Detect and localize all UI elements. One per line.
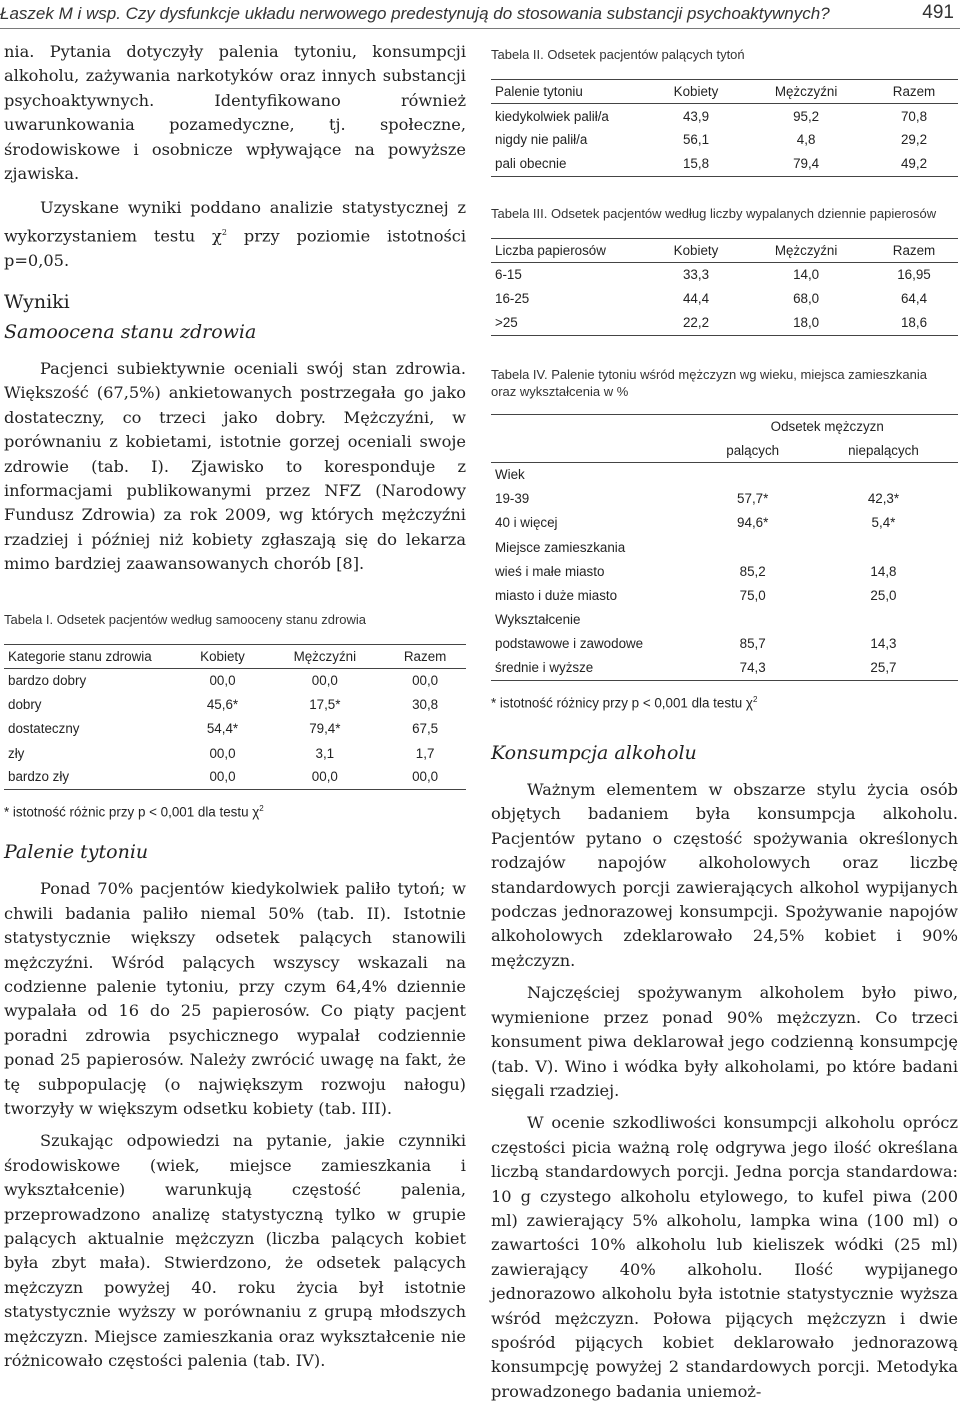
table-3-row (491, 262, 958, 286)
table-cell: kiedykolwiek palił/a (495, 108, 609, 124)
paragraph-statistics: Uzyskane wyniki poddano analizie statystycznej z wykorzystaniem testu $\chi^2$ przy poziomie istotności p=0,05. (4, 198, 466, 270)
table-cell: 75,0 (739, 587, 766, 603)
table-cell: podstawowe i zawodowe (495, 636, 644, 652)
table-4-header-row (491, 438, 958, 462)
table-cell: 74,3 (739, 660, 766, 676)
table-cell: 67,5 (412, 721, 439, 737)
table-cell: 29,2 (900, 132, 928, 148)
table-2-col-header: Kobiety (673, 84, 719, 100)
table-4-section-label: Wiek (495, 467, 525, 483)
table-4-row (491, 656, 958, 680)
table-3-row (491, 287, 958, 311)
table-cell: 1,7 (415, 745, 435, 761)
table-cell: miasto i duże miasto (495, 587, 618, 603)
table-4-section-label: Wykształcenie (495, 612, 581, 628)
table-cell: wieś i małe miasto (495, 563, 605, 579)
table-3-col-header: Kobiety (673, 242, 719, 258)
table-1-caption: Tabela I. Odsetek pacjentów według samooceny stanu zdrowia (4, 611, 367, 627)
table-4-caption: Tabela IV. Palenie tytoniu wśród mężczyzn wg wieku, miejsca zamieszkania oraz wykształcenia w % (491, 366, 927, 399)
table-2-caption: Tabela II. Odsetek pacjentów palących tytoń (491, 47, 745, 62)
table-cell: 25,7 (870, 660, 897, 676)
table-1-col-header: Kobiety (200, 648, 245, 664)
table-cell: 64,4 (900, 291, 928, 307)
page-number: 491 (922, 2, 954, 23)
table-4-group-header-row (491, 414, 958, 438)
table-cell: dostateczny (8, 721, 80, 737)
section-title-results: Wyniki (4, 291, 70, 314)
table-2 (491, 46, 958, 177)
table-1-note: * istotność różnic przy p < 0,001 dla testu $\chi^2$ (4, 803, 264, 820)
table-cell: 85,2 (739, 563, 766, 579)
table-4-section-row (491, 535, 958, 559)
table-4-col-header-nonsmoking: niepalących (848, 442, 919, 458)
table-4-row (491, 487, 958, 511)
table-cell: dobry (8, 697, 42, 713)
table-cell: 68,0 (793, 291, 820, 307)
table-1-col-header: Razem (403, 648, 447, 664)
table-1-grid (4, 644, 466, 790)
table-2-row (491, 104, 958, 128)
table-cell: 22,2 (682, 315, 710, 331)
table-cell: 43,9 (682, 108, 710, 124)
table-1-row (4, 693, 466, 717)
paragraph-smoking: Ponad 70% pacjentów kiedykolwiek paliło tytoń; w chwili badania paliło niemal 50% (tab. II). Istotnie statystycznie większy odsetek palących stanowili mężczyźni. Wśród palących wszyscy wskazali na codzienne palenie tytoniu, przy czym 64,4% dziennie wypalała od 16 do 25 papierosów. Co piąty pacjent poradni zdrowia psychicznego wypalał codziennie ponad 25 papierosów. Należy zwrócić uwagę na fakt, że tę subpopulację (o największym rozwoju nałogu) tworzyły w większym odsetku kobiety (tab. III). (4, 879, 466, 1118)
table-cell: 57,7* (737, 491, 769, 507)
table-2-col-header: Razem (892, 84, 936, 100)
table-3 (491, 205, 958, 336)
table-cell: 4,8 (796, 132, 816, 148)
table-cell: 42,3* (867, 491, 900, 507)
table-4-note: * istotność różnicy przy p < 0,001 dla testu $\chi^2$ (491, 694, 758, 711)
table-cell: 15,8 (682, 156, 710, 172)
table-4-row (491, 632, 958, 656)
table-cell: 79,4* (309, 721, 341, 737)
paragraph-alcohol: Ważnym elementem w obszarze stylu życia osób objętych badaniem była konsumpcja alkoholu. Pacjentów pytano o częstość spożywania określonych rodzajów napojów alkoholowych oraz liczbę standardowych porcji zawierających alkohol wypijanych podczas jednorazowej konsumpcji. Spożywanie napojów alkoholowych zdeklarowało 24,5% kobiet i 90% mężczyzn. (491, 780, 958, 970)
table-2-col-header: Mężczyźni (774, 84, 838, 100)
table-4-section-row (491, 462, 958, 486)
left-column (4, 40, 466, 1373)
table-cell: 79,4 (793, 156, 820, 172)
table-cell: 3,1 (315, 745, 335, 761)
table-1-row (4, 668, 466, 692)
table-cell: 14,0 (793, 267, 820, 283)
table-4-row (491, 583, 958, 607)
table-2-row (491, 152, 958, 176)
paragraph-alcohol-types: Najczęściej spożywanym alkoholem było piwo, wymienione przez ponad 90% mężczyzn. Co trzeci konsument piwa deklarował jego codzienną konsumpcję (tab. V). Wino i wódka były alkoholami, po które badani sięgali rzadziej. (491, 983, 958, 1100)
table-4-row (491, 511, 958, 535)
table-cell: pali obecnie (495, 156, 567, 172)
table-2-row (491, 128, 958, 152)
table-2-header-row (491, 80, 958, 104)
table-3-header-row (491, 238, 958, 262)
table-4-row (491, 559, 958, 583)
table-cell: 94,6* (737, 515, 769, 531)
table-4-col-header-smoking: palących (726, 442, 780, 458)
table-cell: 45,6* (206, 697, 239, 713)
table-3-grid (491, 238, 958, 336)
table-cell: 00,0 (209, 769, 236, 785)
table-cell: zły (8, 745, 25, 761)
table-2-col-header: Palenie tytoniu (495, 84, 583, 100)
paragraph-methods-cont: nia. Pytania dotyczyły palenia tytoniu, konsumpcji alkoholu, zażywania narkotyków oraz innych substancji psychoaktywnych. Identyfikowano również uwarunkowania pozamedyczne, tj. społeczne, środowiskowe i osobnicze wpływające na powyższe zjawiska. (4, 42, 466, 184)
table-cell: 18,6 (900, 315, 928, 331)
table-cell: 56,1 (682, 132, 710, 148)
table-cell: 00,0 (311, 673, 338, 689)
table-cell: 70,8 (900, 108, 928, 124)
table-1-row (4, 717, 466, 741)
subsection-title-health: Samoocena stanu zdrowia (4, 321, 257, 344)
header-rule (0, 28, 960, 29)
table-3-col-header: Mężczyźni (774, 242, 838, 258)
paragraph-alcohol-harm: W ocenie szkodliwości konsumpcji alkoholu oprócz częstości picia ważną rolę odgrywa jego ilość określana liczbą standardowych porcji. Jedna porcja standardowa: 10 g czystego alkoholu etylowego, to kufel piwa (200 ml) zawierający 5% alkoholu, lampka wina (100 ml) o zawartości 10% alkoholu lub kieliszek wódki (25 ml) zawierający 40% alkoholu. Ilość wypijanego jednorazowo alkoholu była istotnie statystycznie wyższa wśród mężczyzn. Połowa pijących mężczyzn i dwie spośród pijących kobiet deklarowało jednorazową konsumpcję powyżej 2 standardowych porcji. Metodyka prowadzonego badania uniemoż- (491, 1113, 958, 1401)
table-cell: 33,3 (682, 267, 710, 283)
table-1-col-header: Kategorie stanu zdrowia (8, 648, 152, 664)
table-cell: 18,0 (793, 315, 820, 331)
table-cell: bardzo zły (8, 769, 70, 785)
table-cell: 30,8 (412, 697, 439, 713)
table-1 (4, 611, 466, 820)
table-cell: 49,2 (900, 156, 928, 172)
table-4-group-header: Odsetek mężczyzn (770, 418, 884, 434)
table-cell: 85,7 (739, 636, 766, 652)
table-cell: bardzo dobry (8, 673, 87, 689)
table-3-row (491, 311, 958, 335)
right-column (491, 40, 958, 1404)
table-cell: 44,4 (682, 291, 710, 307)
table-cell: 16-25 (495, 291, 530, 307)
table-cell: średnie i wyższe (495, 660, 594, 676)
table-1-col-header: Mężczyźni (293, 648, 357, 664)
table-1-row (4, 765, 466, 789)
table-cell: 6-15 (495, 267, 522, 283)
table-3-col-header: Liczba papierosów (495, 242, 606, 258)
table-cell: 00,0 (209, 745, 236, 761)
table-cell: 16,95 (897, 267, 931, 283)
table-cell: 17,5* (309, 697, 341, 713)
running-title: Łaszek M i wsp. Czy dysfunkcje układu nerwowego predestynują do stosowania substancji psychoaktywnych? (0, 4, 830, 23)
table-cell: 00,0 (209, 673, 236, 689)
table-cell: 00,0 (412, 769, 439, 785)
table-4-grid (491, 414, 958, 681)
table-cell: 5,4* (871, 515, 896, 531)
table-4-section-row (491, 608, 958, 632)
table-cell: >25 (495, 315, 518, 331)
table-4-section-label: Miejsce zamieszkania (495, 539, 626, 555)
table-3-caption: Tabela III. Odsetek pacjentów według liczby wypalanych dziennie papierosów (491, 205, 937, 221)
table-cell: 14,3 (870, 636, 897, 652)
table-cell: 19-39 (495, 491, 530, 507)
table-cell: 14,8 (870, 563, 897, 579)
subsection-title-alcohol: Konsumpcja alkoholu (491, 742, 697, 765)
table-cell: 25,0 (870, 587, 897, 603)
table-cell: 95,2 (793, 108, 820, 124)
table-cell: nigdy nie palił/a (495, 132, 588, 148)
paragraph-smoking-factors: Szukając odpowiedzi na pytanie, jakie czynniki środowiskowe (wiek, miejsce zamieszkania i wykształcenie) warunkują częstość palenia, przeprowadzono analizę statystyczną tylko w grupie palących aktualnie mężczyzn (liczba palących kobiet była zbyt mała). Stwierdzono, że odsetek palących mężczyzn powyżej 40. roku życia był istotnie statystycznie wyższy w porównaniu z grupą młodszych mężczyzn. Miejsce zamieszkania oraz wykształcenie nie różnicowało częstości palenia (tab. IV). (4, 1131, 466, 1371)
table-cell: 00,0 (311, 769, 338, 785)
table-3-col-header: Razem (892, 242, 936, 258)
table-cell: 54,4* (206, 721, 239, 737)
table-cell: 00,0 (412, 673, 439, 689)
table-1-row (4, 741, 466, 765)
table-4 (491, 366, 958, 711)
paragraph-health: Pacjenci subiektywnie oceniali swój stan zdrowia. Większość (67,5%) ankietowanych postrzegała go jako dostateczny, co trzeci jako dobry. Mężczyźni, w porównaniu z kobietami, istotnie gorzej oceniali swoje zdrowie (tab. I). Zjawisko to koresponduje z informacjami publikowanymi przez NFZ (Narodowy Fundusz Zdrowia) za rok 2009, wg których mężczyźni rzadziej i później niż kobiety zgłaszają się do lekarza mimo bardziej zaawansowanych chorób [8]. (4, 359, 466, 574)
table-1-header-row (4, 644, 466, 668)
table-cell: 40 i więcej (495, 515, 558, 531)
subsection-title-smoking: Palenie tytoniu (4, 841, 149, 864)
table-2-grid (491, 79, 958, 177)
page-header (0, 0, 960, 26)
